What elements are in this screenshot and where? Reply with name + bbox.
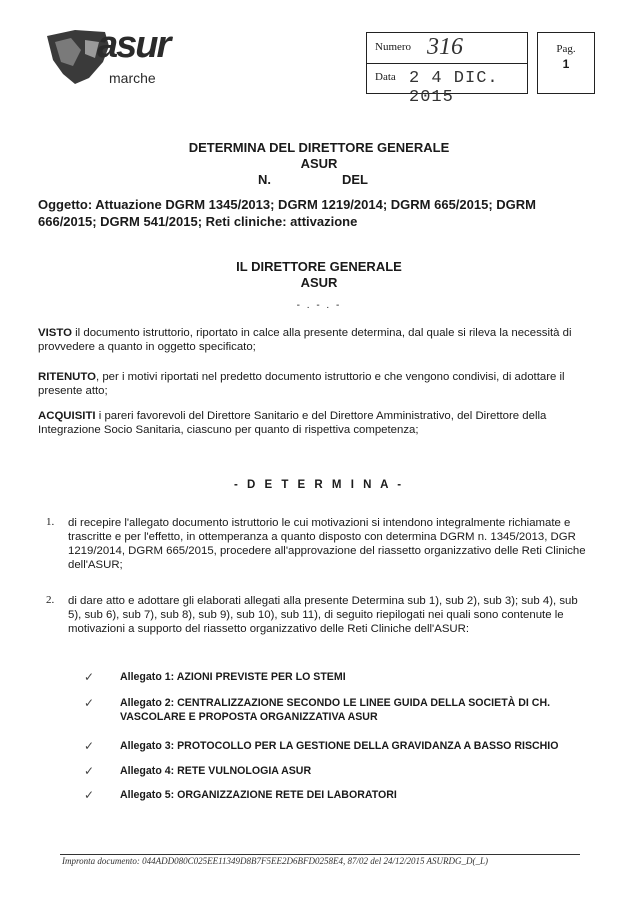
allegato-item: [84, 739, 580, 753]
document-title: DETERMINA DEL DIRETTORE GENERALE: [188, 140, 450, 155]
check-icon: ✓: [84, 764, 95, 778]
numero-value: 316: [427, 34, 463, 60]
allegato-item: [84, 764, 580, 778]
premise-visto: [38, 326, 593, 354]
separator: - . - . -: [296, 300, 342, 311]
allegato-label: Allegato 5:: [120, 789, 175, 801]
premise-text: il documento istruttorio, riportato in calce alla presente determina, dal quale si rileva la necessità di provvedere a quanto in oggetto specificato;: [38, 327, 572, 353]
premise-lead: ACQUISITI: [38, 410, 96, 422]
allegato-label: Allegato 1:: [120, 671, 175, 683]
check-icon: ✓: [84, 670, 95, 684]
check-icon: ✓: [84, 788, 95, 802]
allegato-item: [84, 670, 580, 684]
numero-label: Numero: [375, 41, 412, 53]
allegato-label: Allegato 4:: [120, 765, 175, 777]
premise-text: , per i motivi riportati nel predetto documento istruttorio e che vengono condivisi, di adottare il presente atto;: [38, 371, 565, 397]
allegato-text: PROTOCOLLO PER LA GESTIONE DELLA GRAVIDANZA A BASSO RISCHIO: [174, 740, 559, 752]
data-value: 2 4 DIC. 2015: [409, 69, 499, 107]
allegato-text: CENTRALIZZAZIONE SECONDO LE LINEE GUIDA DELLA SOCIETÀ DI CH. VASCOLARE E PROPOSTA ORGANIZZATIVA ASUR: [120, 697, 551, 723]
item-number: 2.: [46, 594, 55, 606]
premise-lead: VISTO: [38, 327, 72, 339]
document-fingerprint: Impronta documento: 044ADD080C025EE11349D8B7F5EE2D6BFD0258E4, 87/02 del 24/12/2015 ASURDG_D(_L): [62, 856, 489, 866]
allegato-label: Allegato 3:: [120, 740, 175, 752]
determina-heading: - D E T E R M I N A -: [233, 479, 405, 491]
premise-text: i pareri favorevoli del Direttore Sanitario e del Direttore Amministrativo, del Direttore della Integrazione Socio Sanitaria, ciascuno per quanto di rispettiva competenza;: [38, 410, 547, 436]
check-icon: ✓: [84, 739, 95, 753]
determina-item: [46, 594, 590, 636]
data-label: Data: [375, 71, 396, 83]
allegato-text: ORGANIZZAZIONE RETE DEI LABORATORI: [174, 789, 397, 801]
item-number: 1.: [46, 516, 55, 528]
premise-lead: RITENUTO: [38, 371, 97, 383]
premise-acquisiti: [38, 409, 593, 437]
item-text: di recepire l'allegato documento istruttorio le cui motivazioni si intendono integralmente richiamate e trascritte e per l'effetto, in ottemperanza a quanto disposto con determina DGRM n. 1345/2013, DGR 1219/2014, DGRM 665/2015, procedere all'approvazione del riassetto organizzativo delle Reti Cliniche dell'ASUR;: [68, 517, 586, 571]
footer-divider: [60, 854, 580, 855]
page-label: Pag.: [556, 43, 576, 55]
document-title-org: ASUR: [300, 156, 338, 171]
item-text: di dare atto e adottare gli elaborati allegati alla presente Determina sub 1), sub 2), sub 3); sub 4), sub 5), sub 6), sub 7), sub 8), sub 9), sub 10), sub 11), di seguito riepilogati nei quali sono contenute le motivazioni a supporto del riassetto organizzativo delle Reti Cliniche dell'ASUR:: [68, 595, 578, 635]
logo-sub: marche: [109, 70, 156, 86]
premise-ritenuto: [38, 370, 593, 398]
numero-data-box: [366, 32, 528, 107]
director-heading-org: ASUR: [300, 275, 338, 290]
page-box: [537, 32, 595, 94]
asur-marche-logo: [45, 22, 170, 92]
allegato-item: [84, 788, 580, 802]
number-label: N.: [258, 172, 271, 187]
determina-item: [46, 516, 590, 572]
data-row: [367, 63, 527, 107]
logo-word: asur: [97, 24, 170, 66]
subject: Oggetto: Attuazione DGRM 1345/2013; DGRM 1219/2014; DGRM 665/2015; DGRM 666/2015; DGRM 541/2015; Reti cliniche: attivazione: [38, 197, 536, 229]
allegato-text: RETE VULNOLOGIA ASUR: [174, 765, 312, 777]
allegato-text: AZIONI PREVISTE PER LO STEMI: [174, 671, 346, 683]
page-number: 1: [562, 57, 570, 71]
director-heading: IL DIRETTORE GENERALE: [236, 259, 402, 274]
allegato-item: [84, 696, 580, 724]
numero-row: [367, 33, 527, 64]
date-label: DEL: [342, 172, 368, 187]
allegato-label: Allegato 2:: [120, 697, 175, 709]
check-icon: ✓: [84, 696, 95, 710]
